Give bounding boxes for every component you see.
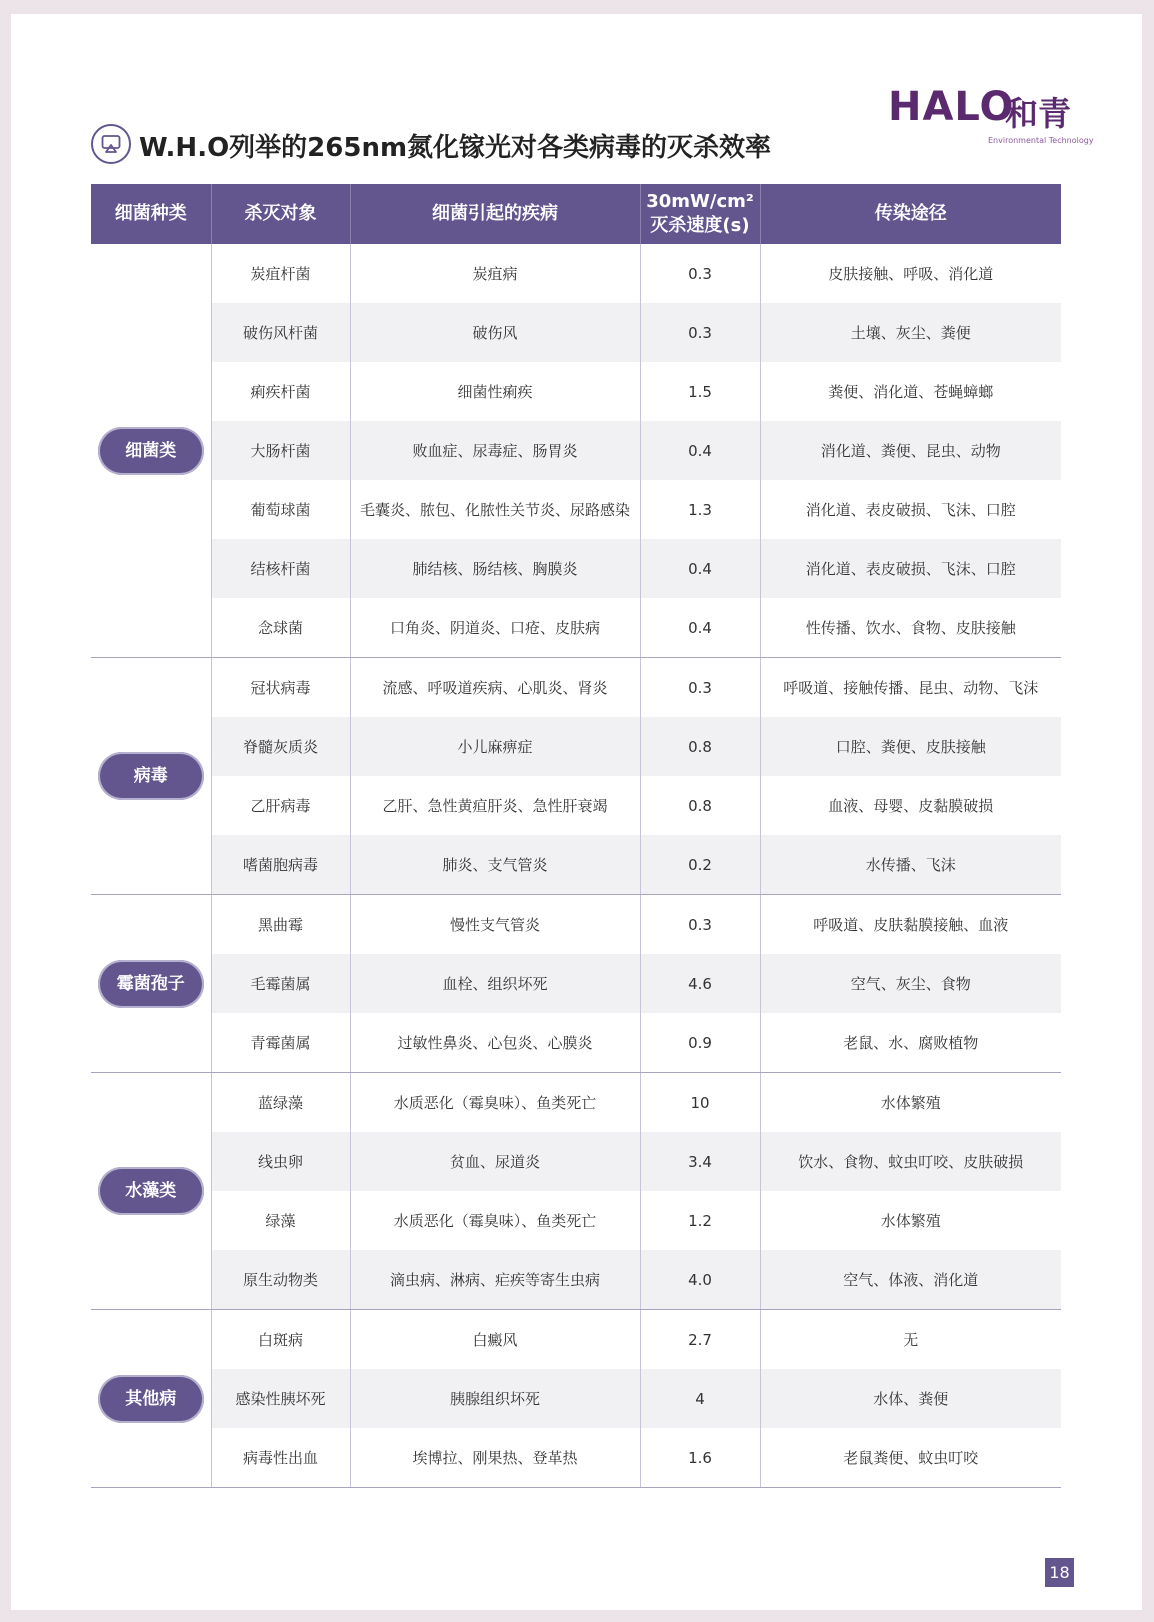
transmission-cell: 粪便、消化道、苍蝇蟑螂	[828, 383, 994, 401]
target-cell: 葡萄球菌	[211, 480, 350, 539]
target-cell: 蓝绿藻	[211, 1073, 350, 1133]
transmission-cell: 口腔、粪便、皮肤接触	[760, 717, 1061, 776]
category-cell	[91, 895, 211, 1073]
table-row	[91, 244, 1061, 303]
table-row	[91, 1073, 1061, 1133]
category-cell	[91, 244, 211, 658]
screen-cast-icon	[91, 124, 131, 164]
transmission-cell: 土壤、灰尘、粪便	[760, 303, 1061, 362]
target-cell: 青霉菌属	[211, 1013, 350, 1073]
target-cell: 绿藻	[211, 1191, 350, 1250]
target-cell: 念球菌	[211, 598, 350, 658]
disease-cell: 炭疽病	[350, 244, 640, 303]
header-speed-line2: 灭杀速度(s)	[650, 215, 750, 236]
disease-cell: 水质恶化（霉臭味）、鱼类死亡	[350, 1073, 640, 1133]
logo-subtitle: Environmental Technology	[988, 136, 1094, 145]
table-row	[91, 539, 1061, 598]
speed-cell: 4	[640, 1369, 760, 1428]
table-row	[91, 1191, 1061, 1250]
transmission-cell: 水体繁殖	[880, 1212, 941, 1230]
table-row	[91, 776, 1061, 835]
speed-cell: 0.8	[640, 776, 760, 835]
target-cell: 痢疾杆菌	[211, 362, 350, 421]
disease-cell: 败血症、尿毒症、肠胃炎	[350, 421, 640, 480]
table-row	[91, 421, 1061, 480]
target-cell: 炭疽杆菌	[211, 244, 350, 303]
disease-cell: 过敏性鼻炎、心包炎、心膜炎	[350, 1013, 640, 1073]
target-cell: 乙肝病毒	[211, 776, 350, 835]
target-cell: 黑曲霉	[211, 895, 350, 955]
speed-cell: 1.2	[640, 1191, 760, 1250]
speed-cell: 0.3	[640, 658, 760, 718]
speed-cell: 0.2	[640, 835, 760, 895]
target-cell: 感染性胰坏死	[211, 1369, 350, 1428]
disinfection-table	[91, 184, 1061, 1488]
speed-cell: 1.6	[640, 1428, 760, 1488]
header-transmission: 传染途径	[760, 184, 1061, 244]
category-badge: 水藻类	[98, 1167, 204, 1215]
speed-cell: 0.3	[640, 303, 760, 362]
disease-cell: 肺结核、肠结核、胸膜炎	[350, 539, 640, 598]
speed-cell: 4.6	[640, 954, 760, 1013]
table-row	[91, 1132, 1061, 1191]
header-target: 杀灭对象	[211, 184, 350, 244]
table-row	[91, 658, 1061, 718]
disease-cell: 乙肝、急性黄疸肝炎、急性肝衰竭	[350, 776, 640, 835]
table-row	[91, 1369, 1061, 1428]
logo-chinese-name: 和青	[1005, 94, 1071, 133]
target-cell: 结核杆菌	[211, 539, 350, 598]
disease-cell: 埃博拉、刚果热、登革热	[350, 1428, 640, 1488]
category-cell	[91, 1310, 211, 1488]
table-row	[91, 717, 1061, 776]
disease-cell: 细菌性痢疾	[350, 362, 640, 421]
table-row	[91, 1310, 1061, 1370]
transmission-cell: 水体繁殖	[880, 1094, 941, 1112]
disease-cell: 破伤风	[350, 303, 640, 362]
disease-cell: 水质恶化（霉臭味）、鱼类死亡	[350, 1191, 640, 1250]
table-row	[91, 835, 1061, 895]
table-row	[91, 598, 1061, 658]
category-badge: 其他病	[98, 1375, 204, 1423]
transmission-cell: 消化道、粪便、昆虫、动物	[760, 421, 1061, 480]
transmission-cell: 老鼠粪便、蚊虫叮咬	[760, 1428, 1061, 1488]
disease-cell: 毛囊炎、脓包、化脓性关节炎、尿路感染	[350, 480, 640, 539]
transmission-cell: 饮水、食物、蚊虫叮咬、皮肤破损	[760, 1132, 1061, 1191]
table-row	[91, 1428, 1061, 1488]
target-cell: 破伤风杆菌	[211, 303, 350, 362]
speed-cell: 0.8	[640, 717, 760, 776]
target-cell: 原生动物类	[211, 1250, 350, 1310]
category-cell	[91, 1073, 211, 1310]
transmission-cell: 血液、母婴、皮黏膜破损	[828, 797, 994, 815]
target-cell: 白斑病	[211, 1310, 350, 1370]
category-badge: 病毒	[98, 752, 204, 800]
table-body	[91, 244, 1061, 1488]
speed-cell: 10	[640, 1073, 760, 1133]
transmission-cell: 水传播、飞沫	[760, 835, 1061, 895]
target-cell: 毛霉菌属	[211, 954, 350, 1013]
category-badge: 霉菌孢子	[98, 960, 204, 1008]
speed-cell: 1.3	[640, 480, 760, 539]
disease-cell: 血栓、组织坏死	[350, 954, 640, 1013]
table-row	[91, 362, 1061, 421]
speed-cell: 3.4	[640, 1132, 760, 1191]
company-logo	[888, 80, 1094, 148]
transmission-cell: 无	[903, 1331, 919, 1349]
target-cell: 嗜菌胞病毒	[211, 835, 350, 895]
speed-cell: 1.5	[640, 362, 760, 421]
table-row	[91, 303, 1061, 362]
transmission-cell: 皮肤接触、呼吸、消化道	[828, 265, 994, 283]
disease-cell: 小儿麻痹症	[350, 717, 640, 776]
disease-cell: 流感、呼吸道疾病、心肌炎、肾炎	[350, 658, 640, 718]
target-cell: 大肠杆菌	[211, 421, 350, 480]
transmission-cell: 性传播、饮水、食物、皮肤接触	[760, 598, 1061, 658]
table-header-row	[91, 184, 1061, 244]
header-category: 细菌种类	[91, 184, 211, 244]
transmission-cell: 水体、粪便	[760, 1369, 1061, 1428]
transmission-cell: 空气、体液、消化道	[760, 1250, 1061, 1310]
transmission-cell: 空气、灰尘、食物	[760, 954, 1061, 1013]
disease-cell: 白癜风	[350, 1310, 640, 1370]
target-cell: 脊髓灰质炎	[211, 717, 350, 776]
transmission-cell: 呼吸道、皮肤黏膜接触、血液	[813, 916, 1009, 934]
transmission-cell: 呼吸道、接触传播、昆虫、动物、飞沫	[783, 679, 1039, 697]
speed-cell: 4.0	[640, 1250, 760, 1310]
disease-cell: 胰腺组织坏死	[350, 1369, 640, 1428]
transmission-cell: 消化道、表皮破损、飞沫、口腔	[805, 501, 1016, 519]
disease-cell: 贫血、尿道炎	[350, 1132, 640, 1191]
header-disease: 细菌引起的疾病	[350, 184, 640, 244]
disease-cell: 滴虫病、淋病、疟疾等寄生虫病	[350, 1250, 640, 1310]
page-title: W.H.O列举的265nm氮化镓光对各类病毒的灭杀效率	[139, 133, 772, 163]
speed-cell: 0.4	[640, 421, 760, 480]
speed-cell: 0.9	[640, 1013, 760, 1073]
disease-cell: 口角炎、阴道炎、口疮、皮肤病	[350, 598, 640, 658]
header-speed-line1: 30mW/cm²	[646, 191, 754, 212]
header-speed	[640, 184, 760, 244]
table-row	[91, 480, 1061, 539]
table-row	[91, 954, 1061, 1013]
target-cell: 病毒性出血	[211, 1428, 350, 1488]
transmission-cell: 老鼠、水、腐败植物	[760, 1013, 1061, 1073]
table-row	[91, 895, 1061, 955]
disease-cell: 肺炎、支气管炎	[350, 835, 640, 895]
table-row	[91, 1013, 1061, 1073]
page-number: 18	[1045, 1558, 1074, 1587]
speed-cell: 0.4	[640, 598, 760, 658]
logo-text: HALO	[888, 84, 1015, 130]
target-cell: 线虫卵	[211, 1132, 350, 1191]
category-cell	[91, 658, 211, 895]
disease-cell: 慢性支气管炎	[350, 895, 640, 955]
transmission-cell: 消化道、表皮破损、飞沫、口腔	[760, 539, 1061, 598]
speed-cell: 0.3	[640, 895, 760, 955]
page	[11, 14, 1142, 1610]
category-badge: 细菌类	[98, 427, 204, 475]
speed-cell: 0.4	[640, 539, 760, 598]
speed-cell: 2.7	[640, 1310, 760, 1370]
speed-cell: 0.3	[640, 244, 760, 303]
target-cell: 冠状病毒	[211, 658, 350, 718]
table-row	[91, 1250, 1061, 1310]
